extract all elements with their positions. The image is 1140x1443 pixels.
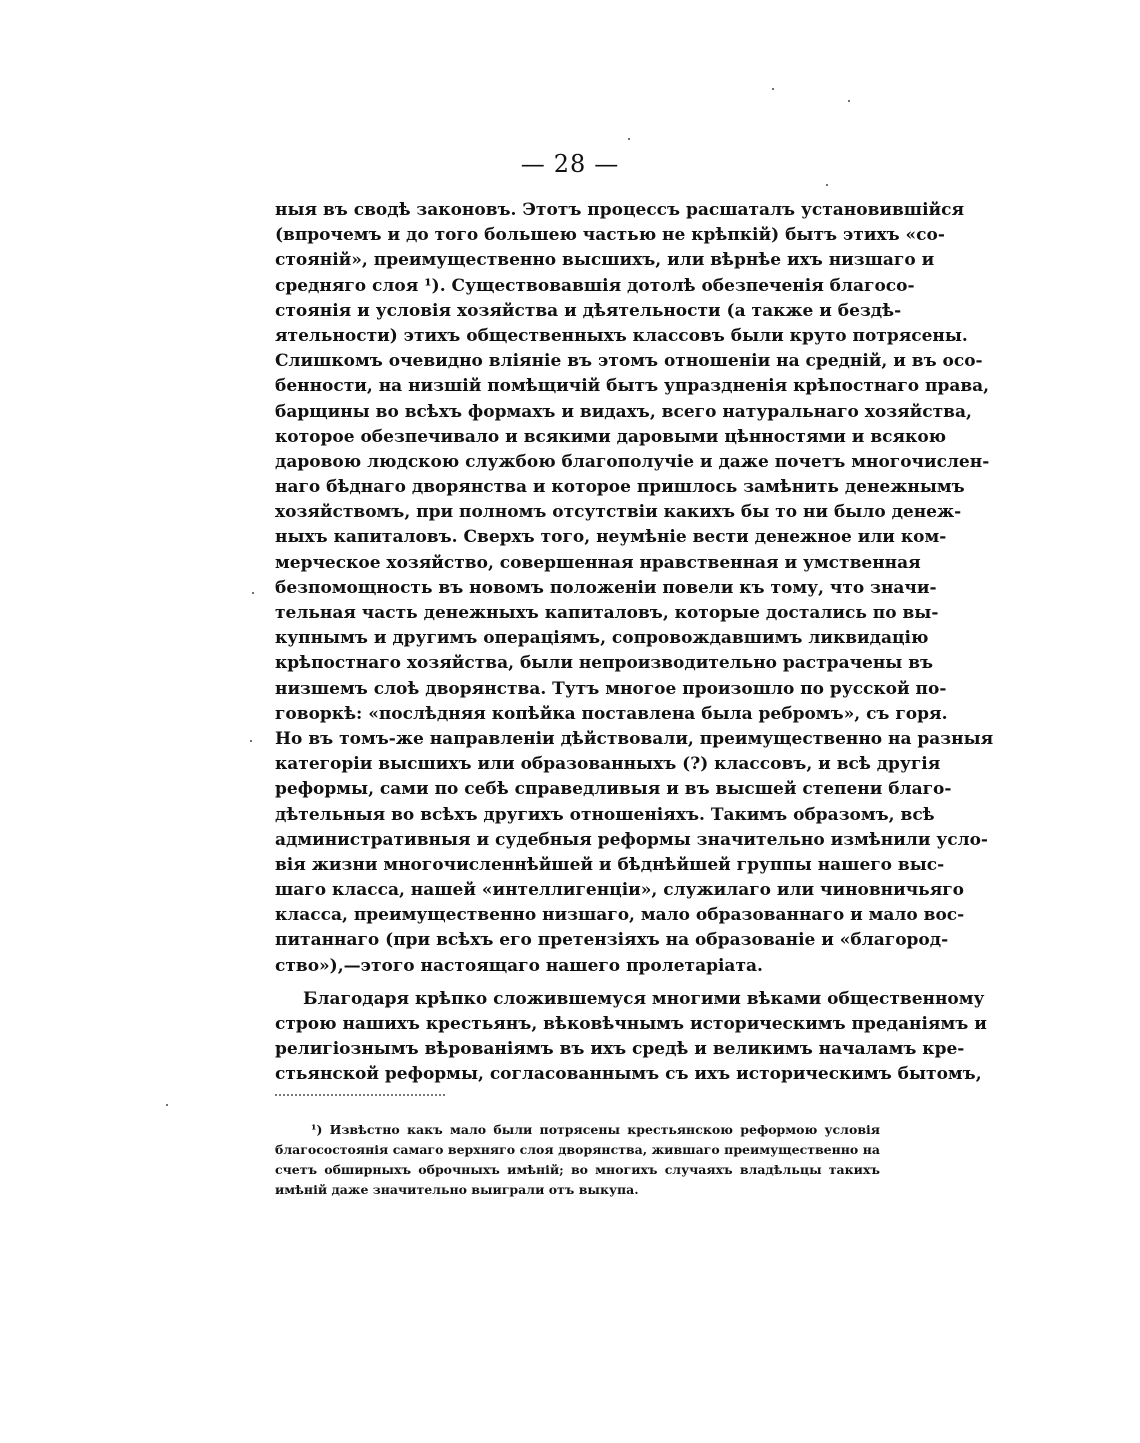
text-line: ство»),—этого настоящаго нашего пролетаріата. xyxy=(275,955,763,976)
text-line: категоріи высшихъ или образованныхъ (?) классовъ, и всѣ другія xyxy=(275,754,941,775)
scan-speck xyxy=(826,184,828,186)
text-line: вія жизни многочисленнѣйшей и бѣднѣйшей группы нашего выс- xyxy=(275,854,945,875)
text-line: бенности, на низшій помѣщичій бытъ упраздненія крѣпостнаго права, xyxy=(275,376,990,397)
text-line: говоркѣ: «послѣдняя копѣйка поставлена была ребромъ», съ горя. xyxy=(275,703,948,724)
text-line: крѣпостнаго хозяйства, были непроизводительно растрачены въ xyxy=(275,653,934,674)
text-line: религіознымъ вѣрованіямъ въ ихъ средѣ и великимъ началамъ кре- xyxy=(275,1039,965,1060)
scan-speck xyxy=(848,100,850,102)
scan-speck xyxy=(166,1104,168,1106)
footnote-line: ¹) Извѣстно какъ мало были потрясены крестьянскою реформою условія xyxy=(311,1122,880,1137)
text-line: реформы, сами по себѣ справедливыя и въ высшей степени благо- xyxy=(275,779,952,800)
text-line: барщины во всѣхъ формахъ и видахъ, всего натуральнаго хозяйства, xyxy=(275,401,972,422)
text-line: стьянской реформы, согласованнымъ съ ихъ историческимъ бытомъ, xyxy=(275,1064,982,1085)
footnote xyxy=(275,1120,880,1200)
text-line: ныя въ сводѣ законовъ. Этотъ процессъ расшаталъ установившійся xyxy=(275,200,965,220)
text-line: мерческое хозяйство, совершенная нравственная и умственная xyxy=(275,552,921,573)
scan-speck xyxy=(772,88,774,90)
text-line: питаннаго (при всѣхъ его претензіяхъ на образованіе и «благород- xyxy=(275,930,949,951)
text-line: тельная часть денежныхъ капиталовъ, которые достались по вы- xyxy=(275,603,939,623)
text-line: строю нашихъ крестьянъ, вѣковѣчнымъ историческимъ преданіямъ и xyxy=(275,1014,987,1034)
text-line: Благодаря крѣпко сложившемуся многими вѣками общественному xyxy=(303,988,985,1009)
text-line: класса, преимущественно низшаго, мало образованнаго и мало вос- xyxy=(275,905,965,926)
text-line: средняго слоя ¹). Существовавшія дотолѣ обезпеченія благосо- xyxy=(275,275,915,296)
scan-speck xyxy=(628,138,630,140)
footnote-divider xyxy=(275,1094,445,1096)
footnote-line: благосостоянія самаго верхняго слоя дворянства, жившаго преимущественно на xyxy=(275,1142,880,1157)
text-line: которое обезпечивало и всякими даровыми цѣнностями и всякою xyxy=(275,426,947,447)
text-line: ныхъ капиталовъ. Сверхъ того, неумѣніе вести денежное или ком- xyxy=(275,527,947,548)
text-line: (впрочемъ и до того большею частью не крѣпкій) бытъ этихъ «со- xyxy=(275,225,945,246)
text-line: даровою людскою службою благополучіе и даже почетъ многочислен- xyxy=(275,451,990,472)
text-line: шаго класса, нашей «интеллигенціи», служилаго или чиновничьяго xyxy=(275,880,965,901)
footnote-line: имѣній даже значительно выиграли отъ выкупа. xyxy=(275,1182,639,1197)
text-line: дѣтельныя во всѣхъ другихъ отношеніяхъ. Такимъ образомъ, всѣ xyxy=(275,804,935,825)
text-line: безпомощность въ новомъ положеніи повели къ тому, что значи- xyxy=(275,577,937,598)
text-line: наго бѣднаго дворянства и которое пришлось замѣнить денежнымъ xyxy=(275,477,965,498)
page-number: — 28 — xyxy=(520,150,620,178)
page-number-value: 28 xyxy=(553,150,587,178)
text-line: Слишкомъ очевидно вліяніе въ этомъ отношеніи на средній, и въ осо- xyxy=(275,351,983,372)
scan-speck xyxy=(252,592,254,594)
text-line: купнымъ и другимъ операціямъ, сопровождавшимъ ликвидацію xyxy=(275,628,929,649)
text-line: Но въ томъ-же направленіи дѣйствовали, преимущественно на разныя xyxy=(275,728,994,749)
text-line: административныя и судебныя реформы значительно измѣнили усло- xyxy=(275,829,988,850)
text-line: низшемъ слоѣ дворянства. Тутъ многое произошло по русской по- xyxy=(275,678,947,699)
scan-speck xyxy=(250,740,252,742)
main-text xyxy=(275,198,994,1088)
text-line: стояній», преимущественно высшихъ, или вѣрнѣе ихъ низшаго и xyxy=(275,250,935,271)
text-line: ятельности) этихъ общественныхъ классовъ были круто потрясены. xyxy=(275,325,968,346)
text-line: хозяйствомъ, при полномъ отсутствіи какихъ бы то ни было денеж- xyxy=(275,502,962,523)
footnote-line: счетъ обширныхъ оброчныхъ имѣній; во многихъ случаяхъ владѣльцы такихъ xyxy=(275,1162,880,1177)
text-line: стоянія и условія хозяйства и дѣятельности (а также и бездѣ- xyxy=(275,300,902,321)
